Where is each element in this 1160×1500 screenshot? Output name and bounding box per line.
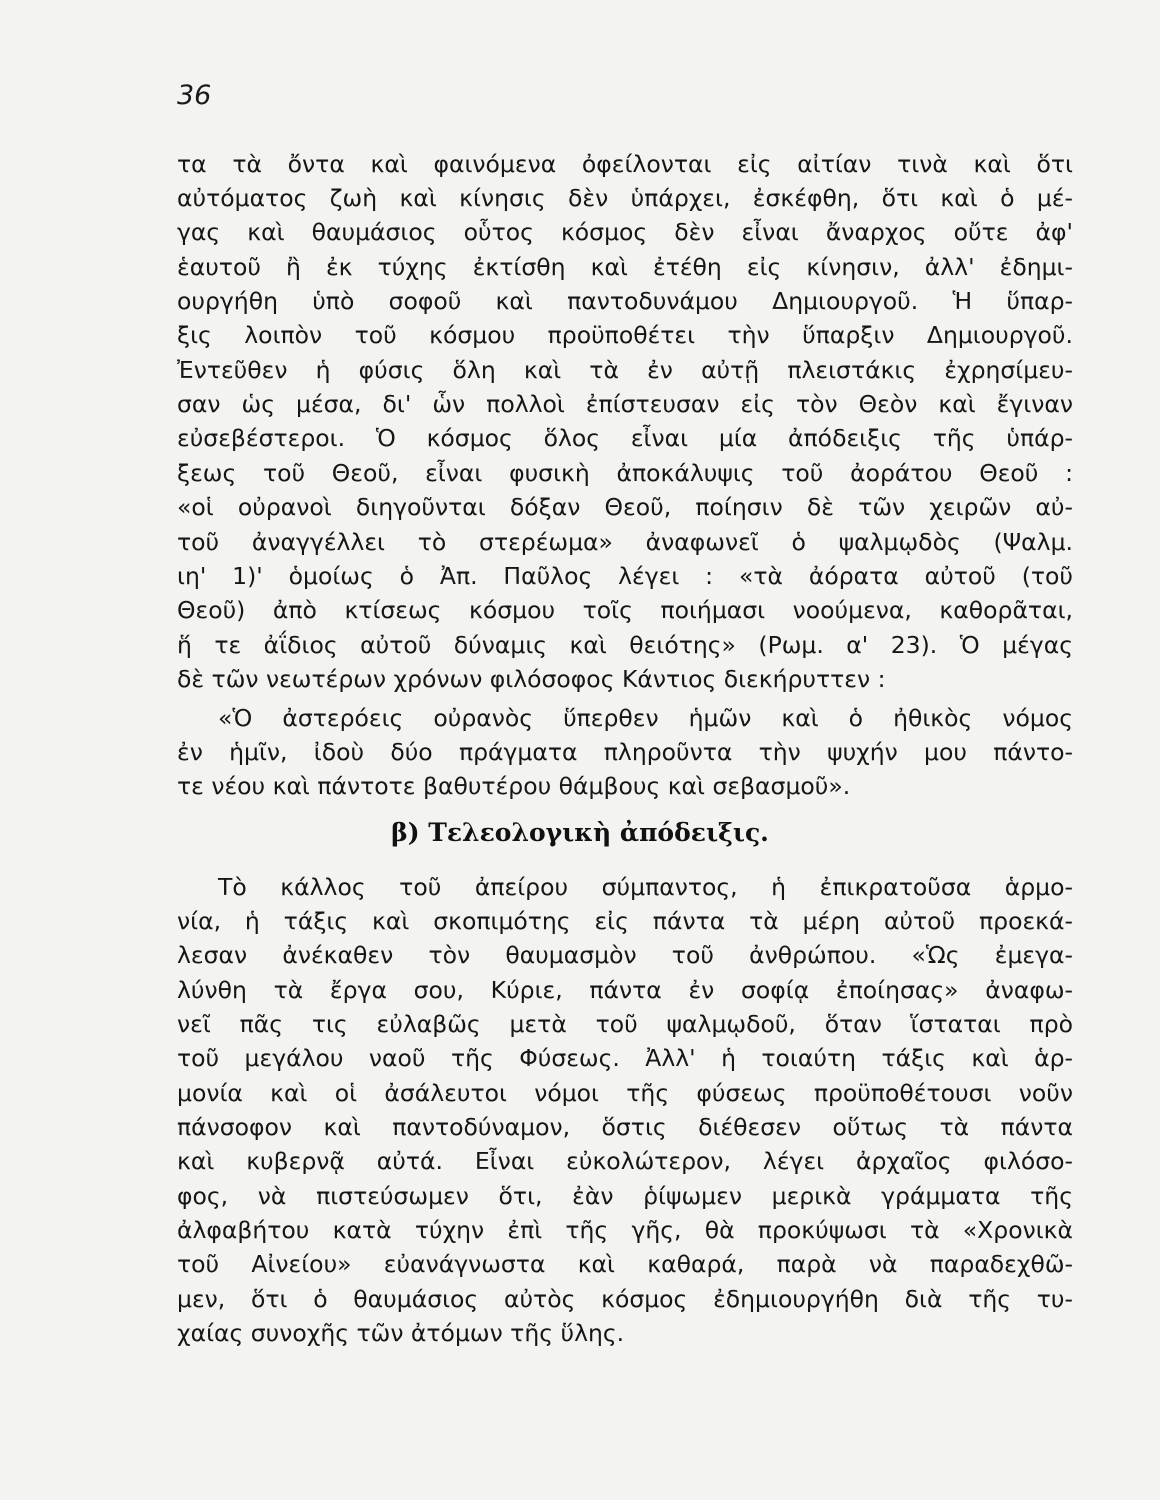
text-line: ιη' 1)' ὁμοίως ὁ Ἀπ. Παῦλος λέγει : «τὰ ἀόρατα αὐτοῦ (τοῦ [177, 562, 1073, 590]
text-line: λεσαν ἀνέκαθεν τὸν θαυμασμὸν τοῦ ἀνθρώπου. «Ὡς ἐμεγα- [177, 941, 1073, 969]
section-heading: β) Τελεολογικὴ ἀπόδειξις. [391, 818, 769, 847]
text-line: Ἐντεῦθεν ἡ φύσις ὅλη καὶ τὰ ἐν αὐτῇ πλειστάκις ἐχρησίμευ- [177, 356, 1073, 384]
text-line: τα τὰ ὄντα καὶ φαινόμενα ὀφείλονται εἰς αἰτίαν τινὰ καὶ ὅτι [177, 150, 1073, 178]
text-line: Τὸ κάλλος τοῦ ἀπείρου σύμπαντος, ἡ ἐπικρατοῦσα ἁρμο- [218, 873, 1073, 901]
text-line: καὶ κυβερνᾷ αὐτά. Εἶναι εὐκολώτερον, λέγει ἀρχαῖος φιλόσο- [177, 1147, 1073, 1175]
text-line: μεν, ὅτι ὁ θαυμάσιος αὐτὸς κόσμος ἐδημιουργήθη διὰ τῆς τυ- [177, 1285, 1073, 1313]
text-line: ξεως τοῦ Θεοῦ, εἶναι φυσικὴ ἀποκάλυψις τοῦ ἀοράτου Θεοῦ : [177, 459, 1073, 487]
text-line: φος, νὰ πιστεύσωμεν ὅτι, ἐὰν ῥίψωμεν μερικὰ γράμματα τῆς [177, 1182, 1073, 1210]
text-line: εὐσεβέστεροι. Ὁ κόσμος ὅλος εἶναι μία ἀπόδειξις τῆς ὑπάρ- [177, 424, 1073, 452]
text-line: λύνθη τὰ ἔργα σου, Κύριε, πάντα ἐν σοφίᾳ ἐποίησας» ἀναφω- [177, 976, 1073, 1004]
text-line: Θεοῦ) ἀπὸ κτίσεως κόσμου τοῖς ποιήμασι νοούμενα, καθορᾶται, [177, 596, 1073, 624]
text-line: τοῦ μεγάλου ναοῦ τῆς Φύσεως. Ἀλλ' ἡ τοιαύτη τάξις καὶ ἁρ- [177, 1044, 1073, 1072]
text-line: σαν ὡς μέσα, δι' ὧν πολλοὶ ἐπίστευσαν εἰς τὸν Θεὸν καὶ ἔγιναν [177, 390, 1073, 418]
quote-line: ἐν ἡμῖν, ἰδοὺ δύο πράγματα πληροῦντα τὴν ψυχήν μου πάντο- [177, 738, 1073, 766]
quote-line: «Ὁ ἀστερόεις οὐρανὸς ὕπερθεν ἡμῶν καὶ ὁ ἠθικὸς νόμος [218, 704, 1073, 732]
text-line: πάνσοφον καὶ παντοδύναμον, ὅστις διέθεσεν οὕτως τὰ πάντα [177, 1113, 1073, 1141]
text-line: χαίας συνοχῆς τῶν ἀτόμων τῆς ὕλης. [177, 1319, 625, 1347]
text-line: «οἱ οὐρανοὶ διηγοῦνται δόξαν Θεοῦ, ποίησιν δὲ τῶν χειρῶν αὐ- [177, 493, 1073, 521]
page-number: 36 [177, 80, 212, 111]
quote-line: τε νέου καὶ πάντοτε βαθυτέρου θάμβους καὶ σεβασμοῦ». [177, 772, 851, 800]
text-line: μονία καὶ οἱ ἀσάλευτοι νόμοι τῆς φύσεως προϋποθέτουσι νοῦν [177, 1079, 1073, 1107]
text-line: ἀλφαβήτου κατὰ τύχην ἐπὶ τῆς γῆς, θὰ προκύψωσι τὰ «Χρονικὰ [177, 1216, 1073, 1244]
text-line: τοῦ Αἰνείου» εὐανάγνωστα καὶ καθαρά, παρὰ νὰ παραδεχθῶ- [177, 1250, 1073, 1278]
text-line: αὐτόματος ζωὴ καὶ κίνησις δὲν ὑπάρχει, ἐσκέφθη, ὅτι καὶ ὁ μέ- [177, 184, 1073, 212]
text-line: ἑαυτοῦ ἢ ἐκ τύχης ἐκτίσθη καὶ ἐτέθη εἰς κίνησιν, ἀλλ' ἐδημι- [177, 253, 1073, 281]
text-line: ουργήθη ὑπὸ σοφοῦ καὶ παντοδυνάμου Δημιουργοῦ. Ἡ ὕπαρ- [177, 287, 1073, 315]
text-line: τοῦ ἀναγγέλλει τὸ στερέωμα» ἀναφωνεῖ ὁ ψαλμῳδὸς (Ψαλμ. [177, 528, 1073, 556]
text-line: νεῖ πᾶς τις εὐλαβῶς μετὰ τοῦ ψαλμῳδοῦ, ὅταν ἵσταται πρὸ [177, 1010, 1073, 1038]
text-line: ξις λοιπὸν τοῦ κόσμου προϋποθέτει τὴν ὕπαρξιν Δημιουργοῦ. [177, 321, 1073, 349]
text-line: δὲ τῶν νεωτέρων χρόνων φιλόσοφος Κάντιος διεκήρυττεν : [177, 665, 886, 693]
text-line: ἥ τε ἀΐδιος αὐτοῦ δύναμις καὶ θειότης» (Ρωμ. α' 23). Ὁ μέγας [177, 631, 1073, 659]
text-line: νία, ἡ τάξις καὶ σκοπιμότης εἰς πάντα τὰ μέρη αὐτοῦ προεκά- [177, 907, 1073, 935]
text-line: γας καὶ θαυμάσιος οὗτος κόσμος δὲν εἶναι ἄναρχος οὔτε ἀφ' [177, 218, 1073, 246]
